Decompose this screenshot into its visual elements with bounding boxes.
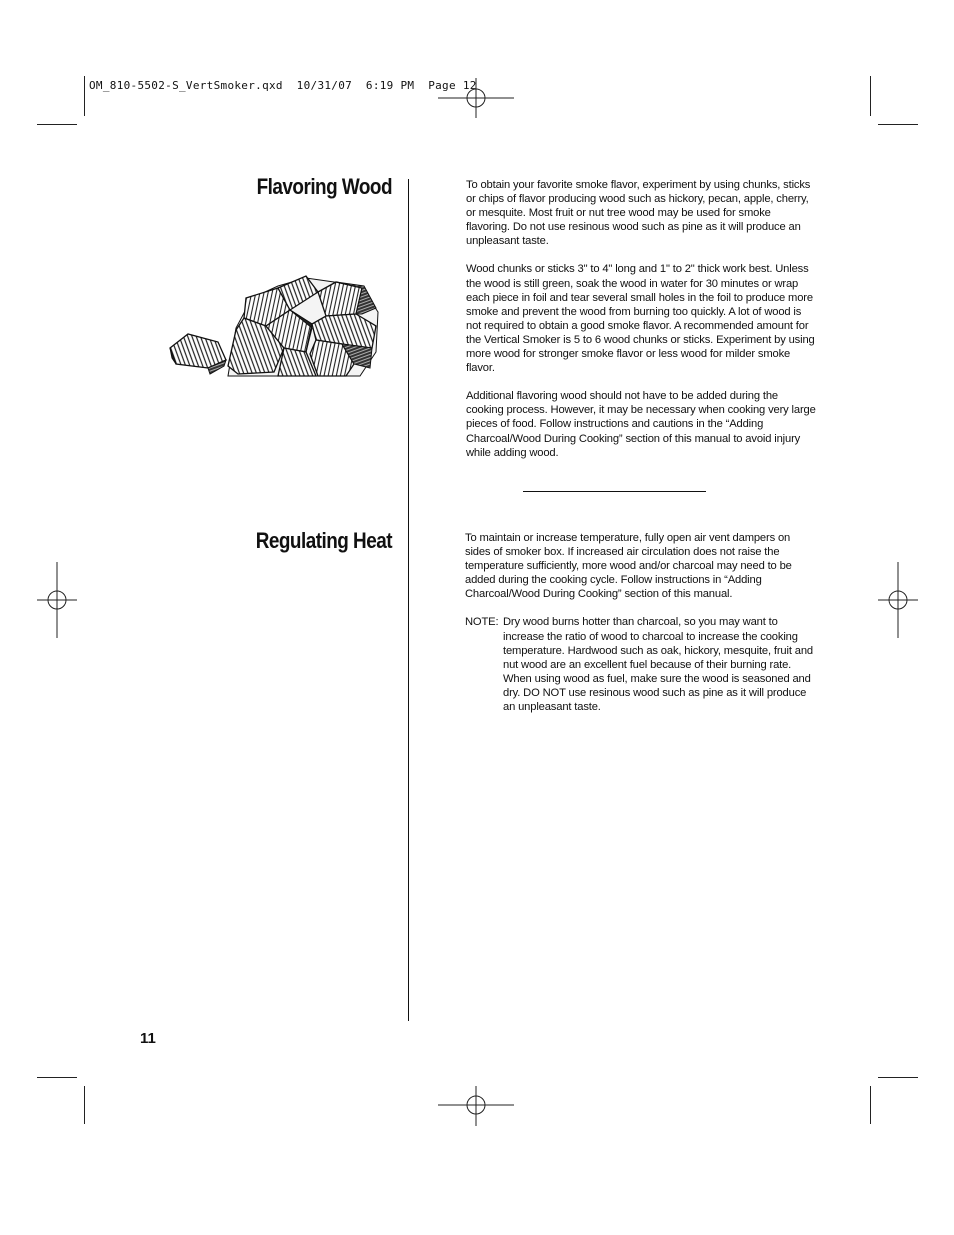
crop-mark bbox=[878, 124, 918, 125]
crop-mark bbox=[878, 1077, 918, 1078]
note-text: Dry wood burns hotter than charcoal, so you may want to increase the ratio of wood to charcoal to increase the cooking temperature. Hardwood such as oak, hickory, mesquite, fruit and nut wood are an excellent fuel because of their burning rate. When using wood as fuel, make sure the wood is seasoned and dry. DO NOT use resinous wood such as pine as it will produce an unpleasant taste. bbox=[503, 616, 813, 714]
registration-mark-right bbox=[878, 562, 918, 638]
section-heading-regulating-heat: Regulating Heat bbox=[255, 528, 392, 553]
section-heading-flavoring-wood: Flavoring Wood bbox=[256, 174, 392, 199]
paragraph: Additional flavoring wood should not have to be added during the cooking process. However, it may be necessary when cooking very large pieces of food. Follow instructions and cautions in the “Adding Charcoal/Wood During Cooking” section of this manual to avoid injury while adding wood. bbox=[466, 390, 816, 459]
crop-mark bbox=[84, 1086, 85, 1124]
registration-mark-bottom bbox=[438, 1086, 514, 1126]
flavoring-wood-body bbox=[466, 178, 816, 474]
crop-mark bbox=[84, 76, 85, 116]
crop-mark bbox=[37, 1077, 77, 1078]
crop-mark bbox=[870, 1086, 871, 1124]
wood-chunks-illustration bbox=[166, 268, 382, 380]
regulating-heat-body bbox=[465, 531, 815, 714]
registration-mark-top bbox=[438, 78, 514, 118]
paragraph: To maintain or increase temperature, fully open air vent dampers on sides of smoker box. If increased air circulation does not raise the temperature sufficiently, more wood and/or charcoal may need to be added during the cooking cycle. Follow instructions in “Adding Charcoal/Wood During Cooking” section of this manual. bbox=[465, 532, 792, 601]
note-block bbox=[465, 615, 815, 714]
note-label: NOTE: bbox=[465, 616, 499, 629]
registration-mark-left bbox=[37, 562, 77, 638]
crop-mark bbox=[37, 124, 77, 125]
crop-mark bbox=[870, 76, 871, 116]
column-rule bbox=[408, 179, 409, 1021]
page-number: 11 bbox=[140, 1030, 156, 1047]
wood-chunk bbox=[170, 334, 226, 374]
paragraph: Wood chunks or sticks 3" to 4" long and 1" to 2" thick work best. Unless the wood is still green, soak the wood in water for 30 minutes or wrap each piece in foil and tear several small holes in the foil to produce more smoke and prevent the wood from burning too quickly. A lot of wood is not required to obtain a good smoke flavor. A recommended amount for the Vertical Smoker is 5 to 6 wood chunks or sticks. Experiment by using more wood for stronger smoke flavor or less wood for milder smoke flavor. bbox=[466, 263, 815, 375]
print-slug-line: OM_810-5502-S_VertSmoker.qxd 10/31/07 6:19 PM Page 12 bbox=[89, 79, 477, 92]
paragraph: To obtain your favorite smoke flavor, experiment by using chunks, sticks or chips of flavor producing wood such as hickory, pecan, apple, cherry, or mesquite. Most fruit or nut tree wood may be used for smoke flavoring. Do not use resinous wood such as pine as it will produce an unpleasant taste. bbox=[466, 179, 811, 248]
section-divider bbox=[523, 491, 706, 492]
